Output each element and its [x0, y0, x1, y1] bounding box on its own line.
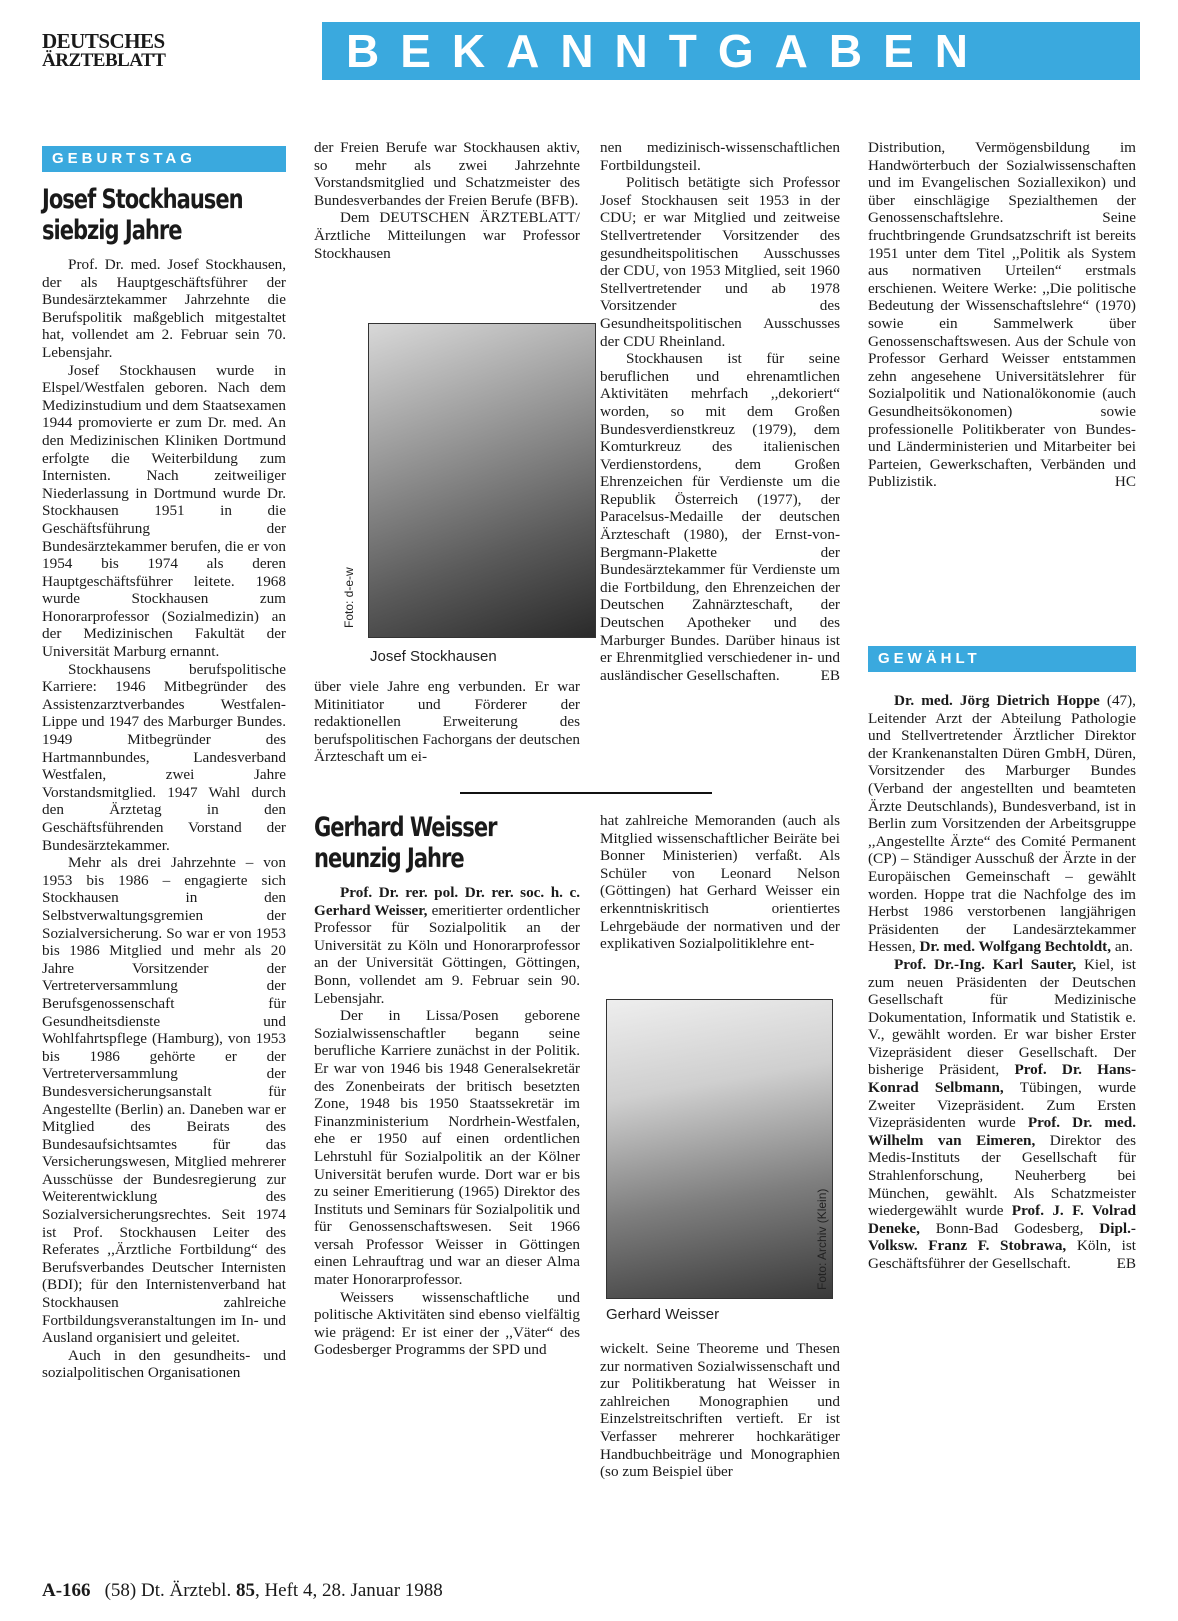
paragraph: über viele Jahre eng verbunden. Er war Mitinitiator und Förderer der redaktionellen Erweiterung des berufspolitischen Fachorgans der deutschen Ärzteschaft um ei- — [314, 678, 580, 766]
column-3-article2-top — [600, 812, 840, 953]
page-footer — [42, 1580, 443, 1602]
signature: HC — [1114, 473, 1136, 491]
masthead-logo — [42, 29, 217, 71]
page-number: A-166 — [42, 1580, 91, 1601]
column-1 — [42, 146, 286, 1382]
photo-caption: Josef Stockhausen — [370, 648, 497, 665]
column-2-top — [314, 139, 580, 262]
citation-rest: , Heft 4, 28. Januar 1988 — [254, 1580, 443, 1601]
banner-title: BEKANNTGABEN — [346, 25, 989, 77]
photo-credit: Foto: d-e-w — [342, 567, 356, 628]
paragraph: Mehr als drei Jahrzehnte – von 1953 bis 1986 – engagierte sich Stockhausen in den Selbstverwaltungsgremien der Sozialversicherung. So war er von 1953 bis 1986 Mitglied und mehr als 20 Jahre Vorsitzender der Vertreterversammlung der Berufsgenossenschaft für Gesundheitsdienste und Wohlfahrtspflege (Hamburg), von 1953 bis 1986 gehörte er der Vertreterversammlung der Bundesversicherungsanstalt für Angestellte (Berlin) an. Daneben war er Mitglied des Beirats des Bundesaufsichtsamtes für das Versicherungswesen, Mitglied mehrerer Ausschüsse der Bundesregierung zur Weiterentwicklung des Sozialversicherungsrechtes. Seit 1974 ist Prof. Stockhausen Leiter des Referates ,,Ärztliche Fortbildung“ des Berufsverbandes Deutscher Internisten (BDI); für den Internistenverband hat Stockhausen zahlreiche Fortbildungsveranstaltungen im In- und Ausland organisiert und geleitet. — [42, 854, 286, 1347]
paragraph: hat zahlreiche Memoranden (auch als Mitglied wissenschaftlicher Beiräte bei Bonner Ministerien) verfaßt. Als Schüler von Leonard Nelson (Göttingen) hat Gerhard Weisser ein erkenntniskritisch orientiertes Lehrgebäude der normativen und der explikativen Sozialpolitiklehre ent- — [600, 812, 840, 953]
citation: (58) Dt. Ärztebl. — [104, 1580, 236, 1601]
masthead-line2: ÄRZTEBLATT — [42, 50, 166, 71]
article-divider — [460, 792, 712, 794]
column-4-gewaehlt — [868, 646, 1136, 1273]
signature: EB — [1116, 1255, 1136, 1272]
paragraph: Josef Stockhausen wurde in Elspel/Westfalen geboren. Nach dem Medizinstudium und dem Staatsexamen 1944 promovierte er zum Dr. med. An den Medizinischen Kliniken Dortmund erfolgte die Weiterbildung zum Internisten. Nach zeitweiliger Niederlassung in Dortmund wurde Dr. Stockhausen 1951 in die Geschäftsführung der Bundesärztekammer berufen, die er von 1954 bis 1974 als deren Hauptgeschäftsführer leitete. 1968 wurde Stockhausen zum Honorarprofessor (Sozialmedizin) an der Medizinischen Fakultät der Universität Marburg ernannt. — [42, 361, 286, 661]
paragraph: Dr. med. Jörg Dietrich Hoppe (47), Leitender Arzt der Abteilung Pathologie und Stellvertretender Ärztlicher Direktor der Krankenanstalten Düren GmbH, Düren, Vorsitzender des Marburger Bundes (Verband der angestellten und beamteten Ärzte Deutschlands), Bundesverband, ist in Berlin zum Vorsitzenden der Arbeitsgruppe ,,Angestellte Ärzte“ des Comité Permanent (CP) – Ständiger Ausschuß der Ärzte in der Europäischen Gemeinschaft – gewählt worden. Hoppe trat die Nachfolge des im Herbst 1986 verstorbenen langjährigen Präsidenten der Landesärztekammer Hessen, Dr. med. Wolfgang Bechtoldt, an. — [868, 692, 1136, 956]
portrait-photo-stockhausen — [368, 323, 596, 638]
photo-caption: Gerhard Weisser — [606, 1306, 720, 1323]
headline-stockhausen: Josef Stockhausen siebzig Jahre — [42, 184, 243, 246]
paragraph: Dem DEUTSCHEN ÄRZTEBLATT/Ärztliche Mitteilungen war Professor Stockhausen — [314, 209, 580, 262]
paragraph: nen medizinisch-wissenschaftlichen Fortbildungsteil. — [600, 139, 840, 174]
column-4-top — [868, 139, 1136, 491]
column-2-bottom — [314, 678, 580, 766]
paragraph: Stockhausen ist für seine beruflichen und ehrenamtlichen Aktivitäten mehrfach ,,dekoriert“ worden, so mit dem Großen Bundesverdienstkreuz (1979), dem Komturkreuz des italienischen Verdienstordens, dem Großen Ehrenzeichen für Verdienste um die Republik Österreich (1977), der Paracelsus-Medaille der deutschen Ärzteschaft (1980), der Ernst-von-Bergmann-Plakette der Bundesärztekammer für Verdienste um die Fortbildung, den Ehrenzeichen der Deutschen Zahnärzteschaft, der Deutschen Apotheker und des Marburger Bundes. Darüber hinaus ist er Ehrenmitglied verschiedener in- und ausländischer Gesellschaften. — [600, 350, 840, 684]
paragraph: Prof. Dr. med. Josef Stockhausen, der als Hauptgeschäftsführer der Bundesärztekammer Jahrzehnte die Berufspolitik maßgeblich mitgestaltet hat, vollendet am 2. Februar sein 70. Lebensjahr. — [42, 256, 286, 361]
column-3-top — [600, 139, 840, 684]
column-2-article2 — [314, 812, 580, 1359]
signature: EB — [820, 666, 840, 684]
paragraph: Politisch betätigte sich Professor Josef Stockhausen seit 1953 in der CDU; er war Mitglied und zeitweise Stellvertretender Vorsitzender des gesundheitspolitischen Ausschusses der CDU, von 1953 Mitglied, seit 1960 Stellvertretender und ab 1978 Vorsitzender des Gesundheitspolitischen Ausschusses der CDU Rheinland. — [600, 174, 840, 350]
section-label-geburtstag: GEBURTSTAG — [42, 146, 286, 172]
headline-weisser: Gerhard Weisser neunzig Jahre — [314, 812, 497, 874]
volume: 85 — [235, 1580, 255, 1601]
portrait-photo-weisser — [606, 999, 833, 1299]
paragraph: Stockhausens berufspolitische Karriere: 1946 Mitbegründer des Assistenzarztverbandes Westfalen-Lippe und 1947 des Marburger Bundes. 1949 Mitbegründer des Hartmannbundes, Landesverband Westfalen, zwei Jahre Vorstandsmitglied. 1947 Wahl durch den Ärztetag in den Geschäftsführenden Vorstand der Bundesärztekammer. — [42, 660, 286, 854]
lead-paragraph: Prof. Dr. rer. pol. Dr. rer. soc. h. c. Gerhard Weisser, emeritierter ordentlicher Professor für Sozialpolitik an der Universität zu Köln und Honorarprofessor an der Universität Göttingen, Göttingen, Bonn, vollendet am 9. Februar sein 90. Lebensjahr. — [314, 884, 581, 1007]
paragraph: Prof. Dr.-Ing. Karl Sauter, Kiel, ist zum neuen Präsidenten der Deutschen Gesellschaft für Medizinische Dokumentation, Informatik und Statistik e. V., gewählt worden. Er war bisher Erster Vizepräsident dieser Gesellschaft. Der bisherige Präsident, Prof. Dr. Hans-Konrad Selbmann, Tübingen, wurde Zweiter Vizepräsident. Zum Ersten Vizepräsidenten wurde Prof. Dr. med. Wilhelm van Eimeren, Direktor des Medis-Instituts der Gesellschaft für Strahlenforschung, Neuherberg bei München, gewählt. Als Schatzmeister wiedergewählt wurde Prof. J. F. Volrad Deneke, Bonn-Bad Godesberg, Dipl.-Volksw. Franz F. Stobrawa, Köln, ist Geschäftsführer der Gesellschaft. — [868, 955, 1137, 1272]
paragraph: der Freien Berufe war Stockhausen aktiv, so mehr als zwei Jahrzehnte Vorstandsmitglied und Schatzmeister des Bundesverbandes der Freien Berufe (BFB). — [314, 139, 580, 209]
masthead-line1: DEUTSCHES — [42, 29, 165, 53]
column-3-article2-bottom — [600, 1340, 840, 1481]
paragraph: wickelt. Seine Theoreme und Thesen zur normativen Sozialwissenschaft und zur Politikberatung hat Weisser in zahlreichen Monographien und Einzelstreitschriften vertieft. Er ist Verfasser mehrerer hochkarätiger Handbuchbeiträge und Monographien (so zum Beispiel über — [600, 1340, 840, 1481]
paragraph: Auch in den gesundheits- und sozialpolitischen Organisationen — [42, 1346, 286, 1382]
section-label-gewaehlt: GEWÄHLT — [868, 646, 1136, 672]
paragraph: Distribution, Vermögensbildung im Handwörterbuch der Sozialwissenschaften und im Evangelischen Soziallexikon) und über einschlägige Spezialthemen der Genossenschaftslehre. Seine fruchtbringende Grundsatzschrift ist bereits 1951 unter dem Titel ,,Politik als System aus normativen Urteilen“ erstmals erschienen. Weitere Werke: ,,Die politische Bedeutung der Wissenschaftslehre“ (1970) sowie ein Sammelwerk über Genossenschaftswesen. Aus der Schule von Professor Gerhard Weisser entstammen zehn angesehene Universitätslehrer für Sozialpolitik und Nationalökonomie (auch Gesundheitsökonomen) sowie professionelle Politikberater von Bundes- und Länderministerien und Mitarbeiter bei Parteien, Gewerkschaften, Verbänden und Publizistik. — [868, 139, 1136, 491]
section-banner — [322, 22, 1140, 80]
paragraph: Der in Lissa/Posen geborene Sozialwissenschaftler begann seine berufliche Karriere zunächst in der Politik. Er war von 1946 bis 1948 Generalsekretär des Zonenbeirats der britisch besetzten Zone, 1948 bis 1950 Staatssekretär im Finanzministerium Nordrhein-Westfalen, ehe er 1950 auf einen ordentlichen Lehrstuhl für Sozialpolitik an der Kölner Universität berufen wurde. Dort war er bis zu seiner Emeritierung (1965) Direktor des Instituts und Seminars für Sozialpolitik und für Genossenschaftswesen. Seit 1966 versah Professor Weisser in Göttingen einen Lehrauftrag und war an dieser Alma mater Honorarprofessor. — [314, 1007, 580, 1289]
photo-credit: Foto: Archiv (Klein) — [815, 1188, 829, 1290]
paragraph: Weissers wissenschaftliche und politische Aktivitäten sind ebenso vielfältig wie prägend: Er ist einer der ,,Väter“ des Godesberger Programms der SPD und — [314, 1288, 580, 1359]
